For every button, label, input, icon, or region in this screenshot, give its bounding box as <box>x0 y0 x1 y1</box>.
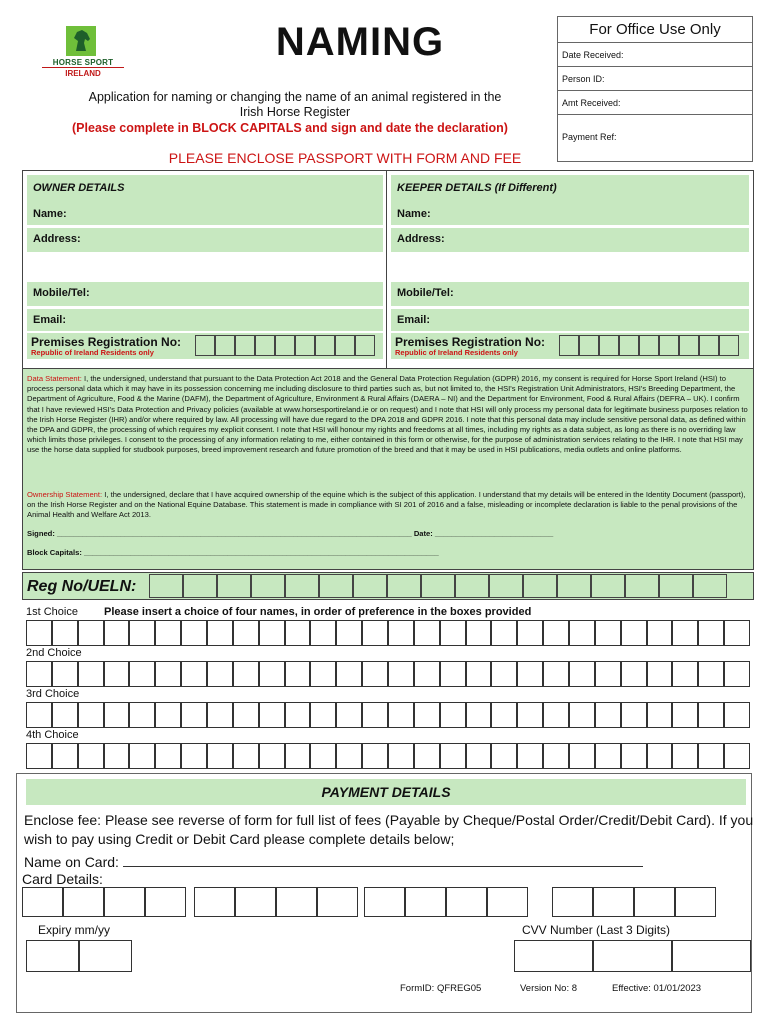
payment-instructions: Enclose fee: Please see reverse of form for full list of fees (Payable by Cheque/Postal Order/Credit/Debit Card). If you wish to pay using Credit or Debit Card please complete details below; <box>24 812 754 847</box>
signed-date-line[interactable]: Signed: ____________________________________________________________________________________ Date: ____________________________ <box>27 529 554 538</box>
effective-date: Effective: 01/01/2023 <box>612 983 702 994</box>
card-group-1[interactable] <box>22 887 186 917</box>
keeper-premises-label: Premises Registration No: <box>395 335 546 349</box>
choice-4-label: 4th Choice <box>26 729 79 741</box>
owner-premises-boxes[interactable] <box>195 335 375 356</box>
keeper-email-field[interactable]: Email: <box>391 309 749 331</box>
office-payment-ref: Payment Ref: <box>562 132 617 142</box>
page-title: NAMING <box>275 20 445 64</box>
owner-premises-row <box>27 333 383 359</box>
intro-text <box>40 90 550 120</box>
logo-line1: HORSE SPORT <box>52 58 114 67</box>
expiry-boxes[interactable] <box>26 940 132 972</box>
card-group-4[interactable] <box>552 887 716 917</box>
choices-instruction: Please insert a choice of four names, in order of preference in the boxes provided <box>104 606 532 618</box>
hsi-logo <box>42 26 124 82</box>
choice-3-boxes[interactable] <box>26 702 750 728</box>
enclose-passport-notice: PLEASE ENCLOSE PASSPORT WITH FORM AND FEE <box>168 150 522 166</box>
block-capitals-instruction: (Please complete in BLOCK CAPITALS and sign and date the declaration) <box>72 121 508 135</box>
keeper-name-field[interactable]: Name: <box>391 203 749 225</box>
owner-premises-note: Republic of Ireland Residents only <box>31 348 154 357</box>
choice-4-boxes[interactable] <box>26 743 750 769</box>
choice-1-label: 1st Choice <box>26 606 78 618</box>
reg-no-boxes[interactable] <box>149 574 727 598</box>
logo-line2: IRELAND <box>42 67 124 78</box>
ownership-statement-text: I, the undersigned, declare that I have acquired ownership of the equine which is the subject of this application. I understand that my details will be entered in the Identity Document (passport), on the Irish Horse Register and on the National Equine Database. This statement is made in compliance with SI 201 of 2016 and a false, misleading or incomplete declaration is liable to the penal provisions of the Animal Health and Welfare Act 2013. <box>27 490 746 520</box>
data-statement-label: Data Statement: <box>27 374 82 383</box>
keeper-details <box>387 171 751 368</box>
intro-line2: Irish Horse Register <box>239 105 351 119</box>
ownership-statement <box>27 490 749 521</box>
reg-no-row <box>22 572 754 600</box>
choice-2-label: 2nd Choice <box>26 647 82 659</box>
keeper-heading: KEEPER DETAILS (If Different) <box>391 175 749 203</box>
ownership-statement-label: Ownership Statement: <box>27 490 103 499</box>
name-on-card-input[interactable] <box>123 855 643 867</box>
owner-details <box>23 171 387 368</box>
keeper-mobile-field[interactable]: Mobile/Tel: <box>391 282 749 306</box>
horse-head-icon <box>66 26 96 56</box>
card-group-3[interactable] <box>364 887 528 917</box>
data-statement <box>27 374 749 456</box>
expiry-label: Expiry mm/yy <box>38 923 110 937</box>
keeper-premises-boxes[interactable] <box>559 335 739 356</box>
statements-area <box>23 368 753 569</box>
owner-address-field[interactable]: Address: <box>27 228 383 252</box>
keeper-premises-row <box>391 333 749 359</box>
owner-mobile-field[interactable]: Mobile/Tel: <box>27 282 383 306</box>
office-amt-received: Amt Received: <box>558 91 752 115</box>
name-on-card-row <box>24 854 664 870</box>
keeper-premises-note: Republic of Ireland Residents only <box>395 348 518 357</box>
keeper-address-field[interactable]: Address: <box>391 228 749 252</box>
name-on-card-label: Name on Card: <box>24 854 119 870</box>
owner-name-field[interactable]: Name: <box>27 203 383 225</box>
office-heading: For Office Use Only <box>558 17 752 43</box>
form-id: FormID: QFREG05 <box>400 983 482 994</box>
cvv-boxes[interactable] <box>514 940 751 972</box>
block-capitals-line[interactable]: Block Capitals: ____________________________________________________________________________________ <box>27 548 439 557</box>
choice-1-boxes[interactable] <box>26 620 750 646</box>
intro-line1: Application for naming or changing the name of an animal registered in the <box>88 90 502 104</box>
card-group-2[interactable] <box>194 887 358 917</box>
owner-premises-label: Premises Registration No: <box>31 335 182 349</box>
office-date-received: Date Received: <box>558 43 752 67</box>
office-use-box <box>557 16 753 162</box>
details-panel <box>22 170 754 570</box>
data-statement-text: I, the undersigned, understand that pursuant to the Data Protection Act 2018 and the General Data Protection Regulation (GDPR) 2016, my consent is required for Horse Sport Ireland (HSI) to process personal data which it may have in its possession concerning me including disclosure to third parties such as, but not limited to, the HSI's Registration Unit Administrators, HSI's Breeding Department, the Department of Agriculture, Food & the Marine (DAFM), the Department of Agriculture, Environment & Rural Affairs (DAERA – NI) and the Department for Environment, Food & Rural Affairs (DEFRA – UK). I confirm that I have reviewed HSI's Data Protection and Privacy policies (available at www.horsesportireland.ie or on request) and I note that HSI will only process my personal data for legitimate business purposes relation to the Irish Horse Register (IHR) and/or where required by law. All processing will have due regard to the DPA 2018 and GDPR 2016. I note that this personal data may include sensitive personal data, as defined within the DPA and GDPR, the processing of which requires my explicit consent. I note that HSI will honour my rights and freedoms at all times, including my rights as a data subject, as long as there is no overriding law which limits those privileges. I consent to the processing of any information relating to me, either contained in this form or otherwise, for the purpose of administration services relating to the IHR. I note that HSI may use the horse data supplied for studbook purposes, breed improvement research and future promotion of the breed and that it may be used in HSI publications, media outlets and online platforms. <box>27 374 748 455</box>
cvv-label: CVV Number (Last 3 Digits) <box>522 923 671 937</box>
owner-email-field[interactable]: Email: <box>27 309 383 331</box>
office-person-id: Person ID: <box>558 67 752 91</box>
reg-no-label: Reg No/UELN: <box>27 578 137 595</box>
owner-heading: OWNER DETAILS <box>27 175 383 203</box>
choice-3-label: 3rd Choice <box>26 688 80 700</box>
card-details-label: Card Details: <box>22 871 103 887</box>
version-no: Version No: 8 <box>520 983 578 994</box>
choice-2-boxes[interactable] <box>26 661 750 687</box>
payment-heading: PAYMENT DETAILS <box>26 779 746 805</box>
